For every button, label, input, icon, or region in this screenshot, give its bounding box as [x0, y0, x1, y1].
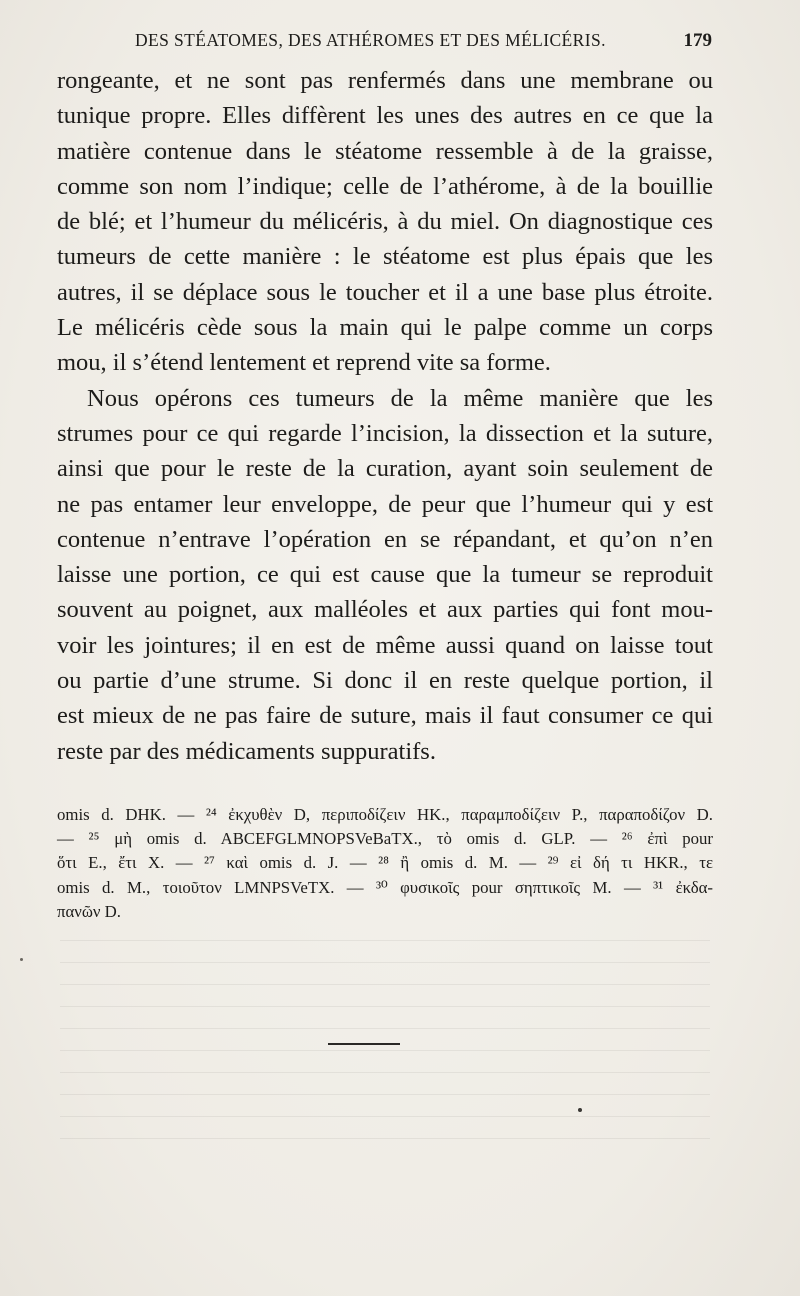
text-line: ne pas entamer leur enveloppe, de peur que l’humeur qui y est: [57, 490, 713, 518]
footnote-line: ὅτι E., ἔτι X. — ²⁷ καὶ omis d. J. — ²⁸ ἢ omis d. M. — ²⁹ εἰ δή τι HKR., τε: [57, 853, 713, 873]
running-title: DES STÉATOMES, DES ATHÉROMES ET DES MÉLICÉRIS.: [135, 30, 606, 50]
footnote-line: omis d. DHK. — ²⁴ ἐκχυθὲν D, περιποδίζειν HK., παραμποδίζειν P., παραποδίζον D.: [57, 805, 713, 824]
running-head: [57, 30, 712, 60]
paper-speck: [20, 958, 23, 961]
page-number: 179: [683, 30, 712, 51]
section-rule: [328, 1043, 400, 1045]
text-line: strumes pour ce qui regarde l’incision, la dissection et la suture,: [57, 419, 713, 447]
text-line: reste par des médicaments suppuratifs.: [57, 737, 436, 765]
text-line: Le mélicéris cède sous la main qui le palpe comme un corps: [57, 314, 713, 342]
text-line: Nous opérons ces tumeurs de la même manière que les: [87, 384, 713, 412]
text-line: contenue n’entrave l’opération en se répandant, et qu’on n’en: [57, 525, 713, 553]
footnote-line: — ²⁵ μὴ omis d. ABCEFGLMNOPSVeBaTX., τὸ omis d. GLP. — ²⁶ ἐπὶ pour: [57, 829, 713, 849]
text-line: souvent au poignet, aux malléoles et aux parties qui font mou-: [57, 596, 713, 624]
text-line: ou partie d’une strume. Si donc il en reste quelque portion, il: [57, 667, 713, 695]
ink-dot: [578, 1108, 582, 1112]
footnote-line: πανῶν D.: [57, 901, 121, 921]
footnote-line: omis d. M., τοιοῦτον LMNPSVeTX. — ³⁰ φυσικοῖς pour σηπτικοῖς M. — ³¹ ἐκδα-: [57, 877, 713, 897]
text-line: tunique propre. Elles diffèrent les unes des autres en ce que la: [57, 102, 713, 130]
text-line: autres, il se déplace sous le toucher et il a une base plus étroite.: [57, 278, 713, 306]
text-line: comme son nom l’indique; celle de l’athérome, à de la bouillie: [57, 172, 713, 200]
text-line: mou, il s’étend lentement et reprend vite sa forme.: [57, 349, 551, 377]
text-line: est mieux de ne pas faire de suture, mais il faut consumer ce qui: [57, 702, 713, 730]
text-line: laisse une portion, ce qui est cause que la tumeur se reproduit: [57, 561, 713, 589]
text-line: tumeurs de cette manière : le stéatome est plus épais que les: [57, 243, 713, 271]
text-line: rongeante, et ne sont pas renfermés dans une membrane ou: [57, 67, 713, 94]
text-line: ainsi que pour le reste de la curation, ayant soin seulement de: [57, 455, 713, 483]
text-line: de blé; et l’humeur du mélicéris, à du miel. On diagnostique ces: [57, 208, 713, 236]
show-through-texture: [60, 940, 710, 1140]
main-text: [57, 63, 713, 769]
footnotes: [57, 803, 713, 924]
text-line: matière contenue dans le stéatome ressemble à de la graisse,: [57, 137, 713, 165]
text-line: voir les jointures; il en est de même aussi quand on laisse tout: [57, 631, 713, 659]
